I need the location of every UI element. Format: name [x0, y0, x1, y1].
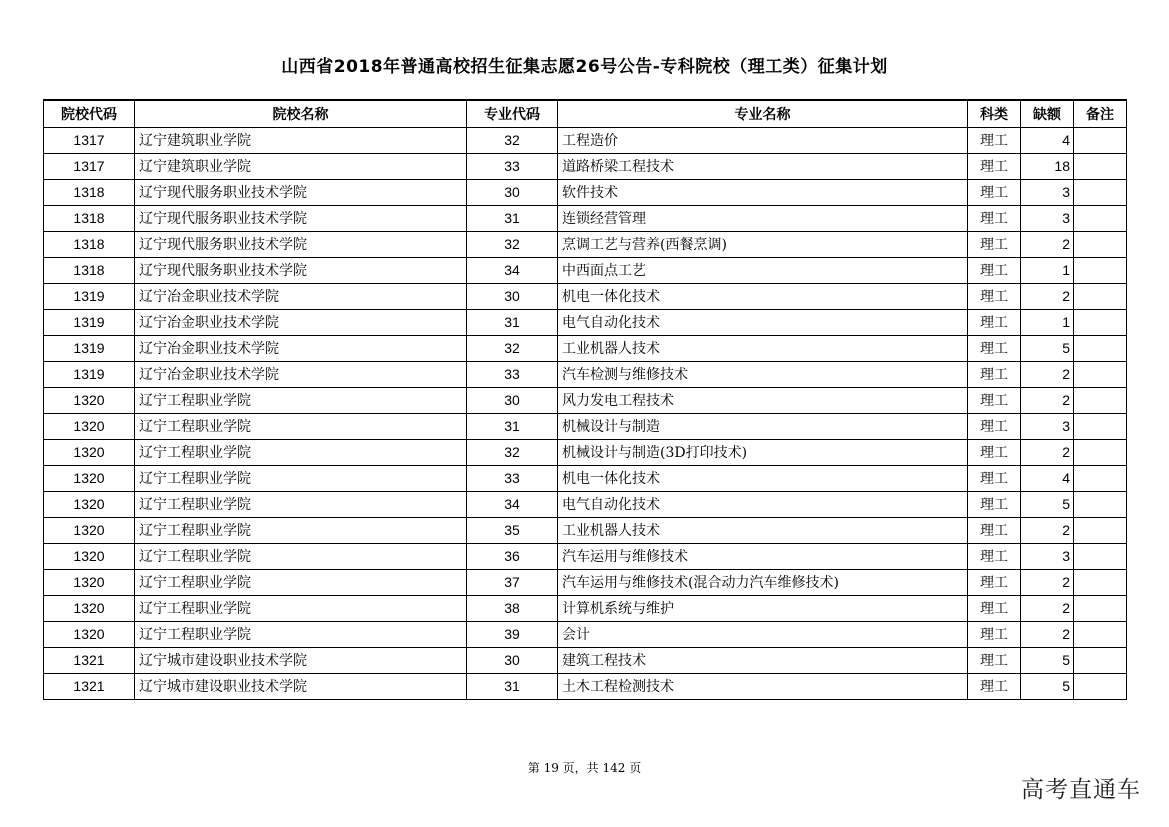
cell-vacancy: 2 — [1021, 283, 1074, 309]
cell-school-code: 1320 — [44, 491, 135, 517]
cell-school-code: 1320 — [44, 465, 135, 491]
cell-vacancy: 3 — [1021, 413, 1074, 439]
cell-note — [1074, 361, 1127, 387]
cell-vacancy: 2 — [1021, 387, 1074, 413]
cell-school-name: 辽宁现代服务职业技术学院 — [135, 205, 467, 231]
cell-major-code: 33 — [467, 153, 558, 179]
cell-major-name: 工业机器人技术 — [558, 335, 968, 361]
cell-category: 理工 — [968, 413, 1021, 439]
cell-major-name: 风力发电工程技术 — [558, 387, 968, 413]
table-row — [44, 413, 1127, 439]
cell-major-code: 34 — [467, 491, 558, 517]
cell-category: 理工 — [968, 569, 1021, 595]
cell-school-code: 1320 — [44, 387, 135, 413]
cell-major-code: 34 — [467, 257, 558, 283]
cell-major-name: 道路桥梁工程技术 — [558, 153, 968, 179]
cell-school-code: 1318 — [44, 205, 135, 231]
cell-school-code: 1317 — [44, 153, 135, 179]
cell-school-code: 1320 — [44, 439, 135, 465]
cell-major-name: 计算机系统与维护 — [558, 595, 968, 621]
cell-school-name: 辽宁工程职业学院 — [135, 595, 467, 621]
cell-category: 理工 — [968, 335, 1021, 361]
table-body — [44, 127, 1127, 699]
cell-major-name: 汽车检测与维修技术 — [558, 361, 968, 387]
cell-note — [1074, 309, 1127, 335]
table-row — [44, 569, 1127, 595]
col-header-category: 科类 — [968, 100, 1021, 127]
col-header-school-code: 院校代码 — [44, 100, 135, 127]
cell-note — [1074, 491, 1127, 517]
cell-major-code: 35 — [467, 517, 558, 543]
cell-major-name: 土木工程检测技术 — [558, 673, 968, 699]
table-row — [44, 647, 1127, 673]
cell-category: 理工 — [968, 647, 1021, 673]
cell-vacancy: 1 — [1021, 309, 1074, 335]
table-row — [44, 621, 1127, 647]
cell-school-code: 1319 — [44, 283, 135, 309]
cell-major-name: 烹调工艺与营养(西餐烹调) — [558, 231, 968, 257]
cell-school-code: 1321 — [44, 647, 135, 673]
table-row — [44, 465, 1127, 491]
cell-vacancy: 3 — [1021, 543, 1074, 569]
cell-vacancy: 1 — [1021, 257, 1074, 283]
cell-major-code: 36 — [467, 543, 558, 569]
cell-major-code: 32 — [467, 439, 558, 465]
table-row — [44, 127, 1127, 153]
cell-school-code: 1319 — [44, 335, 135, 361]
cell-note — [1074, 647, 1127, 673]
table-row — [44, 439, 1127, 465]
cell-major-code: 33 — [467, 465, 558, 491]
cell-school-name: 辽宁现代服务职业技术学院 — [135, 257, 467, 283]
cell-major-name: 软件技术 — [558, 179, 968, 205]
cell-major-code: 37 — [467, 569, 558, 595]
document-title: 山西省2018年普通高校招生征集志愿26号公告-专科院校（理工类）征集计划 — [281, 57, 888, 77]
cell-category: 理工 — [968, 153, 1021, 179]
cell-vacancy: 2 — [1021, 231, 1074, 257]
cell-note — [1074, 569, 1127, 595]
cell-note — [1074, 231, 1127, 257]
cell-major-code: 39 — [467, 621, 558, 647]
cell-vacancy: 5 — [1021, 491, 1074, 517]
cell-note — [1074, 439, 1127, 465]
cell-major-code: 31 — [467, 673, 558, 699]
cell-school-code: 1318 — [44, 257, 135, 283]
cell-vacancy: 5 — [1021, 335, 1074, 361]
cell-category: 理工 — [968, 387, 1021, 413]
cell-major-code: 30 — [467, 387, 558, 413]
cell-note — [1074, 335, 1127, 361]
cell-school-name: 辽宁工程职业学院 — [135, 517, 467, 543]
cell-major-name: 汽车运用与维修技术(混合动力汽车维修技术) — [558, 569, 968, 595]
cell-major-name: 工程造价 — [558, 127, 968, 153]
cell-category: 理工 — [968, 361, 1021, 387]
watermark: 高考直通车 — [1021, 777, 1141, 803]
table-row — [44, 517, 1127, 543]
cell-school-name: 辽宁工程职业学院 — [135, 569, 467, 595]
cell-school-name: 辽宁工程职业学院 — [135, 387, 467, 413]
cell-vacancy: 2 — [1021, 439, 1074, 465]
cell-category: 理工 — [968, 491, 1021, 517]
cell-vacancy: 18 — [1021, 153, 1074, 179]
cell-major-code: 30 — [467, 647, 558, 673]
cell-school-name: 辽宁建筑职业学院 — [135, 127, 467, 153]
cell-note — [1074, 621, 1127, 647]
table-row — [44, 595, 1127, 621]
cell-major-name: 工业机器人技术 — [558, 517, 968, 543]
cell-major-code: 31 — [467, 309, 558, 335]
cell-school-name: 辽宁冶金职业技术学院 — [135, 335, 467, 361]
cell-note — [1074, 543, 1127, 569]
cell-category: 理工 — [968, 465, 1021, 491]
cell-major-name: 机电一体化技术 — [558, 283, 968, 309]
table-header-row — [44, 100, 1127, 127]
cell-note — [1074, 179, 1127, 205]
table-row — [44, 257, 1127, 283]
cell-vacancy: 3 — [1021, 179, 1074, 205]
cell-school-code: 1320 — [44, 621, 135, 647]
cell-major-name: 会计 — [558, 621, 968, 647]
table-row — [44, 491, 1127, 517]
cell-school-name: 辽宁冶金职业技术学院 — [135, 361, 467, 387]
table-row — [44, 179, 1127, 205]
cell-major-code: 31 — [467, 413, 558, 439]
page-footer: 第 19 页，共 142 页 — [527, 761, 642, 775]
cell-note — [1074, 517, 1127, 543]
cell-vacancy: 5 — [1021, 673, 1074, 699]
cell-note — [1074, 673, 1127, 699]
cell-major-name: 机械设计与制造(3D打印技术) — [558, 439, 968, 465]
cell-major-name: 机械设计与制造 — [558, 413, 968, 439]
cell-note — [1074, 595, 1127, 621]
cell-note — [1074, 387, 1127, 413]
cell-major-name: 汽车运用与维修技术 — [558, 543, 968, 569]
cell-category: 理工 — [968, 283, 1021, 309]
cell-school-name: 辽宁工程职业学院 — [135, 621, 467, 647]
cell-vacancy: 4 — [1021, 465, 1074, 491]
table-row — [44, 205, 1127, 231]
cell-vacancy: 2 — [1021, 517, 1074, 543]
cell-major-name: 机电一体化技术 — [558, 465, 968, 491]
cell-note — [1074, 127, 1127, 153]
cell-school-code: 1319 — [44, 309, 135, 335]
cell-note — [1074, 465, 1127, 491]
table-row — [44, 309, 1127, 335]
cell-note — [1074, 257, 1127, 283]
cell-school-name: 辽宁工程职业学院 — [135, 491, 467, 517]
cell-category: 理工 — [968, 127, 1021, 153]
table-row — [44, 361, 1127, 387]
cell-category: 理工 — [968, 621, 1021, 647]
cell-school-code: 1320 — [44, 595, 135, 621]
cell-school-name: 辽宁工程职业学院 — [135, 465, 467, 491]
cell-category: 理工 — [968, 231, 1021, 257]
table-row — [44, 283, 1127, 309]
cell-school-name: 辽宁工程职业学院 — [135, 439, 467, 465]
cell-school-code: 1319 — [44, 361, 135, 387]
cell-major-name: 中西面点工艺 — [558, 257, 968, 283]
cell-school-code: 1317 — [44, 127, 135, 153]
table-row — [44, 231, 1127, 257]
cell-vacancy: 3 — [1021, 205, 1074, 231]
cell-vacancy: 2 — [1021, 361, 1074, 387]
cell-school-code: 1320 — [44, 543, 135, 569]
cell-school-code: 1320 — [44, 517, 135, 543]
table-row — [44, 543, 1127, 569]
cell-note — [1074, 413, 1127, 439]
cell-category: 理工 — [968, 179, 1021, 205]
cell-school-name: 辽宁工程职业学院 — [135, 543, 467, 569]
cell-vacancy: 2 — [1021, 569, 1074, 595]
cell-major-code: 30 — [467, 179, 558, 205]
cell-major-code: 30 — [467, 283, 558, 309]
cell-school-code: 1320 — [44, 413, 135, 439]
cell-major-name: 电气自动化技术 — [558, 309, 968, 335]
cell-major-name: 连锁经营管理 — [558, 205, 968, 231]
cell-vacancy: 5 — [1021, 647, 1074, 673]
cell-note — [1074, 153, 1127, 179]
cell-school-name: 辽宁工程职业学院 — [135, 413, 467, 439]
cell-category: 理工 — [968, 257, 1021, 283]
col-header-note: 备注 — [1074, 100, 1127, 127]
col-header-major-name: 专业名称 — [558, 100, 968, 127]
cell-school-name: 辽宁现代服务职业技术学院 — [135, 231, 467, 257]
cell-category: 理工 — [968, 517, 1021, 543]
cell-major-name: 建筑工程技术 — [558, 647, 968, 673]
table-row — [44, 387, 1127, 413]
cell-category: 理工 — [968, 543, 1021, 569]
cell-major-code: 38 — [467, 595, 558, 621]
table-row — [44, 673, 1127, 699]
cell-major-code: 31 — [467, 205, 558, 231]
cell-school-code: 1318 — [44, 231, 135, 257]
cell-vacancy: 2 — [1021, 621, 1074, 647]
cell-category: 理工 — [968, 205, 1021, 231]
cell-category: 理工 — [968, 595, 1021, 621]
cell-category: 理工 — [968, 439, 1021, 465]
cell-school-name: 辽宁建筑职业学院 — [135, 153, 467, 179]
cell-vacancy: 4 — [1021, 127, 1074, 153]
cell-major-code: 32 — [467, 335, 558, 361]
cell-school-name: 辽宁冶金职业技术学院 — [135, 309, 467, 335]
cell-school-name: 辽宁现代服务职业技术学院 — [135, 179, 467, 205]
col-header-major-code: 专业代码 — [467, 100, 558, 127]
cell-category: 理工 — [968, 309, 1021, 335]
table-row — [44, 335, 1127, 361]
cell-major-code: 32 — [467, 231, 558, 257]
cell-major-code: 33 — [467, 361, 558, 387]
enrollment-plan-table — [43, 99, 1127, 700]
col-header-school-name: 院校名称 — [135, 100, 467, 127]
cell-category: 理工 — [968, 673, 1021, 699]
cell-major-name: 电气自动化技术 — [558, 491, 968, 517]
cell-school-name: 辽宁冶金职业技术学院 — [135, 283, 467, 309]
cell-school-code: 1321 — [44, 673, 135, 699]
cell-note — [1074, 205, 1127, 231]
table-row — [44, 153, 1127, 179]
cell-school-code: 1318 — [44, 179, 135, 205]
cell-vacancy: 2 — [1021, 595, 1074, 621]
cell-school-name: 辽宁城市建设职业技术学院 — [135, 647, 467, 673]
cell-note — [1074, 283, 1127, 309]
cell-school-name: 辽宁城市建设职业技术学院 — [135, 673, 467, 699]
cell-major-code: 32 — [467, 127, 558, 153]
col-header-vacancy: 缺额 — [1021, 100, 1074, 127]
cell-school-code: 1320 — [44, 569, 135, 595]
